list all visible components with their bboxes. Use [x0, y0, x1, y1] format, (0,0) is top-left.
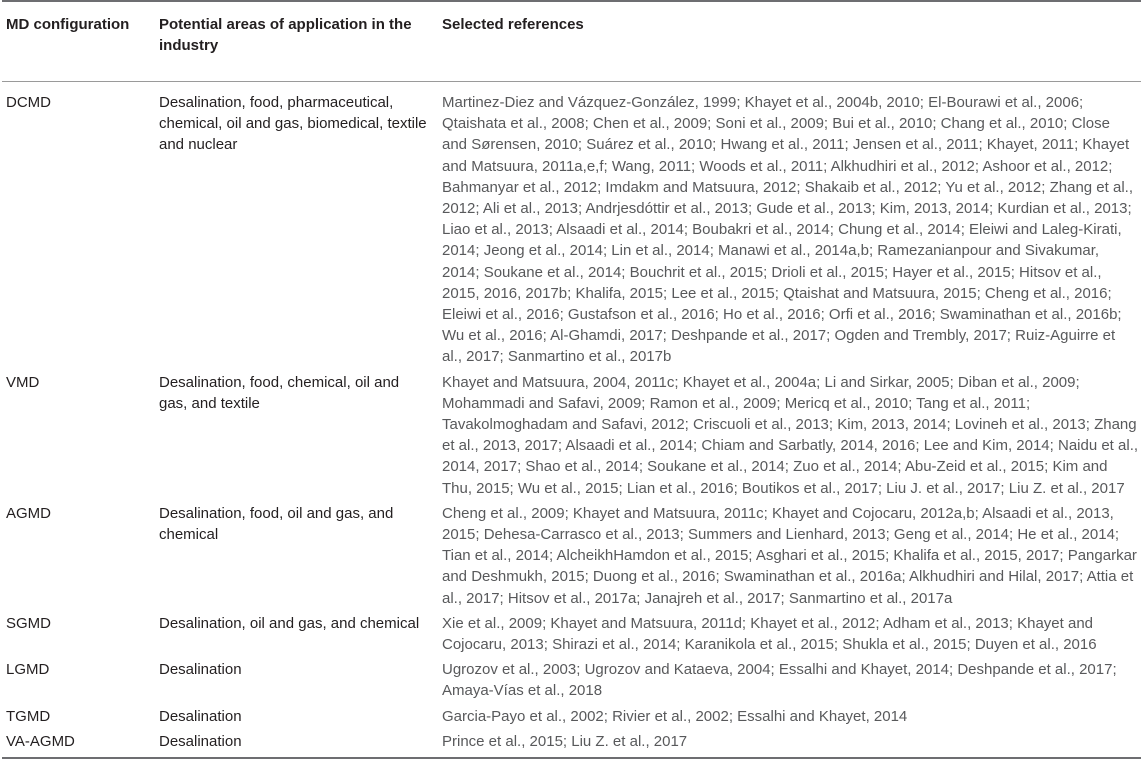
table-row: [2, 612, 1141, 658]
header-row: [2, 1, 1141, 82]
table-row: [2, 658, 1141, 704]
table-body: [2, 82, 1141, 759]
references-cell: Ugrozov et al., 2003; Ugrozov and Kataeva, 2004; Essalhi and Khayet, 2014; Deshpande et al., 2017; Amaya-Vías et al., 2018: [442, 661, 1117, 700]
configuration-cell: VMD: [6, 373, 40, 391]
header-selected-references: Selected references: [436, 1, 1141, 82]
application-areas-cell: Desalination, food, oil and gas, and chemical: [159, 504, 394, 544]
application-areas-cell: Desalination, oil and gas, and chemical: [159, 614, 420, 632]
md-configurations-table: [2, 0, 1141, 759]
references-cell: Xie et al., 2009; Khayet and Matsuura, 2011d; Khayet et al., 2012; Adham et al., 2013; Khayet and Cojocaru, 2013; Shirazi et al., 2014; Karanikola et al., 2015; Shukla et al., 2015; Duyen et al., 2016: [442, 614, 1097, 654]
configuration-cell: VA-AGMD: [6, 732, 75, 750]
table-row: [2, 502, 1141, 612]
references-cell: Khayet and Matsuura, 2004, 2011c; Khayet et al., 2004a; Li and Sirkar, 2005; Diban et al., 2009; Mohammadi and Safavi, 2009; Ramon et al., 2009; Mericq et al., 2010; Tang et al., 2011; Tavakolmoghadam and Safavi, 2012; Criscuoli et al., 2013; Kim, 2013, 2014; Lovineh et al., 2013; Zhang et al., 2013, 2017; Alsaadi et al., 2014; Chiam and Sarbatly, 2014, 2016; Lee and Kim, 2014; Naidu et al., 2014, 2017; Shao et al., 2014; Soukane et al., 2014; Zuo et al., 2014; Abu-Zeid et al., 2015; Kim and Thu, 2015; Wu et al., 2015; Lian et al., 2016; Boutikos et al., 2017; Liu J. et al., 2017; Liu Z. et al., 2017: [442, 373, 1139, 497]
table-row: [2, 730, 1141, 758]
references-cell: Cheng et al., 2009; Khayet and Matsuura, 2011c; Khayet and Cojocaru, 2012a,b; Alsaadi et al., 2013, 2015; Dehesa-Carrasco et al., 2013; Summers and Lienhard, 2013; Geng et al., 2014; He et al., 2014; Tian et al., 2014; AlcheikhHamdon et al., 2015; Asghari et al., 2015; Khalifa et al., 2015, 2017; Pangarkar and Deshmukh, 2015; Duong et al., 2016; Swaminathan et al., 2016a; Alkhudhiri and Hilal, 2017; Attia et al., 2017; Hitsov et al., 2017a; Janajreh et al., 2017; Sanmartino et al., 2017a: [442, 504, 1137, 607]
references-cell: Garcia-Payo et al., 2002; Rivier et al., 2002; Essalhi and Khayet, 2014: [442, 707, 908, 725]
configuration-cell: SGMD: [6, 614, 51, 632]
configuration-cell: AGMD: [6, 504, 51, 522]
configuration-cell: LGMD: [6, 661, 50, 679]
application-areas-cell: Desalination: [159, 732, 242, 750]
application-areas-cell: Desalination: [159, 661, 242, 679]
references-cell: Martinez-Diez and Vázquez-González, 1999; Khayet et al., 2004b, 2010; El-Bourawi et al., 2006; Qtaishata et al., 2008; Chen et al., 2009; Soni et al., 2009; Bui et al., 2010; Chang et al., 2010; Close and Sørensen, 2010; Suárez et al., 2010; Hwang et al., 2011; Jensen et al., 2011; Khayet, 2011; Khayet and Matsuura, 2011a,e,f; Wang, 2011; Woods et al., 2011; Alkhudhiri et al., 2012; Ashoor et al., 2012; Bahmanyar et al., 2012; Imdakm and Matsuura, 2012; Shakaib et al., 2012; Yu et al., 2012; Zhang et al., 2012; Ali et al., 2013; Andrjesdóttir et al., 2013; Gude et al., 2013; Kim, 2013, 2014; Kurdian et al., 2013; Liao et al., 2013; Alsaadi et al., 2014; Boubakri et al., 2014; Chung et al., 2014; Eleiwi and Laleg-Kirati, 2014; Jeong et al., 2014; Lin et al., 2014; Manawi et al., 2014a,b; Ramezanianpour and Sivakumar, 2014; Soukane et al., 2014; Bouchrit et al., 2015; Drioli et al., 2015; Hayer et al., 2015; Hitsov et al., 2015, 2016, 2017b; Khalifa, 2015; Lee et al., 2015; Qtaishat and Matsuura, 2015; Cheng et al., 2016; Eleiwi et al., 2016; Gustafson et al., 2016; Ho et al., 2016; Orfi et al., 2016; Swaminathan et al., 2016b; Wu et al., 2016; Al-Ghamdi, 2017; Deshpande et al., 2017; Ogden and Trembly, 2017; Ruiz-Aguirre et al., 2017; Sanmartino et al., 2017b: [442, 94, 1133, 366]
header-md-configuration: MD configuration: [2, 1, 155, 82]
configuration-cell: TGMD: [6, 707, 51, 725]
application-areas-cell: Desalination, food, pharmaceutical, chemical, oil and gas, biomedical, textile and nuclear: [159, 94, 427, 154]
table-header: [2, 1, 1141, 82]
references-cell: Prince et al., 2015; Liu Z. et al., 2017: [442, 732, 688, 750]
header-application-areas: Potential areas of application in the industry: [155, 1, 436, 82]
table-row: [2, 371, 1141, 502]
table-row: [2, 82, 1141, 371]
application-areas-cell: Desalination: [159, 707, 242, 725]
application-areas-cell: Desalination, food, chemical, oil and gas, and textile: [159, 373, 400, 412]
table-row: [2, 705, 1141, 730]
configuration-cell: DCMD: [6, 94, 51, 111]
